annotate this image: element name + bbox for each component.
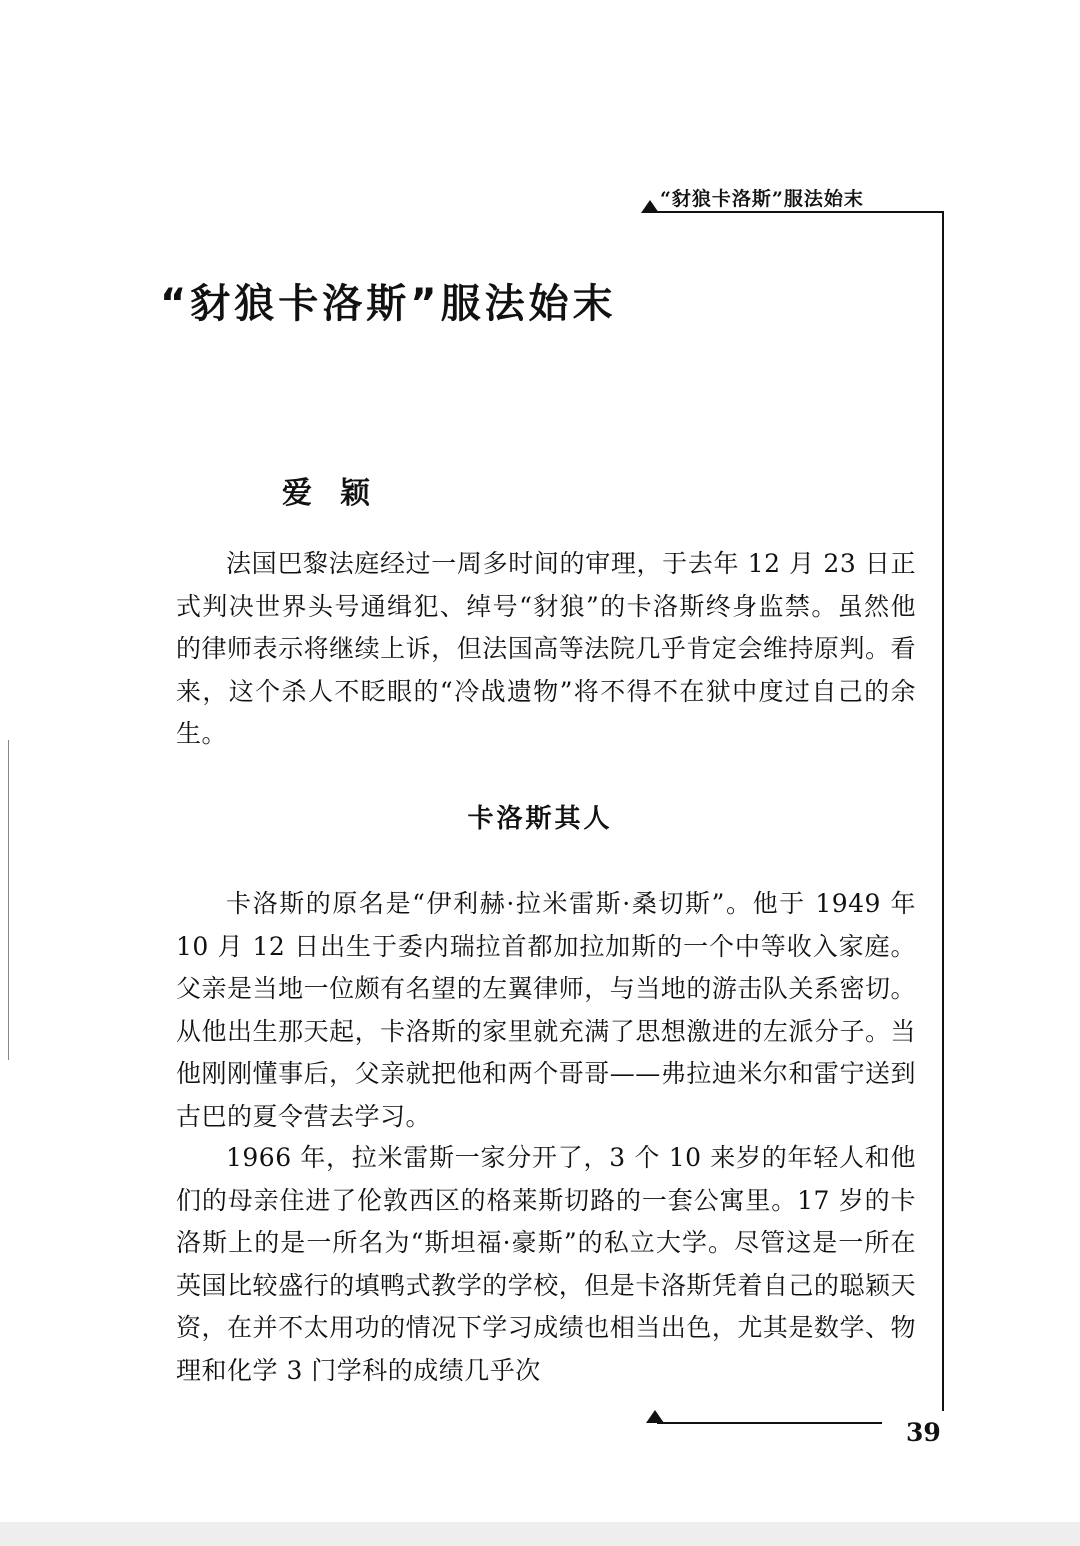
- body-paragraph: 1966 年，拉米雷斯一家分开了，3 个 10 来岁的年轻人和他们的母亲住进了伦敦西区的格莱斯切路的一套公寓里。17 岁的卡洛斯上的是一所名为“斯坦福·豪斯”的私立大学。尽管这是一所在英国比较盛行的填鸭式教学的学校，但是卡洛斯凭着自己的聪颖天资，在并不太用功的情况下学习成绩也相当出色，尤其是数学、物理和化学 3 门学科的成绩几乎次: [176, 1143, 916, 1385]
- intro-paragraph: 法国巴黎法庭经过一周多时间的审理，于去年 12 月 23 日正式判决世界头号通缉犯、绰号“豺狼”的卡洛斯终身监禁。虽然他的律师表示将继续上诉，但法国高等法院几乎肯定会维持原判。看来，这个杀人不眨眼的“冷战遗物”将不得不在狱中度过自己的余生。: [176, 549, 916, 748]
- body-paragraph: 卡洛斯的原名是“伊利赫·拉米雷斯·桑切斯”。他于 1949 年 10 月 12 日出生于委内瑞拉首都加拉加斯的一个中等收入家庭。父亲是当地一位颇有名望的左翼律师，与当地的游击队关系密切。从他出生那天起，卡洛斯的家里就充满了思想激进的左派分子。当他刚刚懂事后，父亲就把他和两个哥哥——弗拉迪米尔和雷宁送到古巴的夏令营去学习。: [176, 889, 916, 1131]
- footer-rule: [657, 1422, 882, 1424]
- header-rule: [652, 211, 944, 213]
- article-title: “豺狼卡洛斯”服法始末: [160, 281, 617, 327]
- page-number: 39: [906, 1418, 941, 1447]
- running-header: “豺狼卡洛斯”服法始末: [660, 188, 864, 210]
- section-heading: 卡洛斯其人: [467, 804, 613, 834]
- viewer-bottom-bar: [0, 1522, 1080, 1546]
- scan-edge-line: [8, 740, 9, 1060]
- author-name: 爱颖: [282, 476, 398, 511]
